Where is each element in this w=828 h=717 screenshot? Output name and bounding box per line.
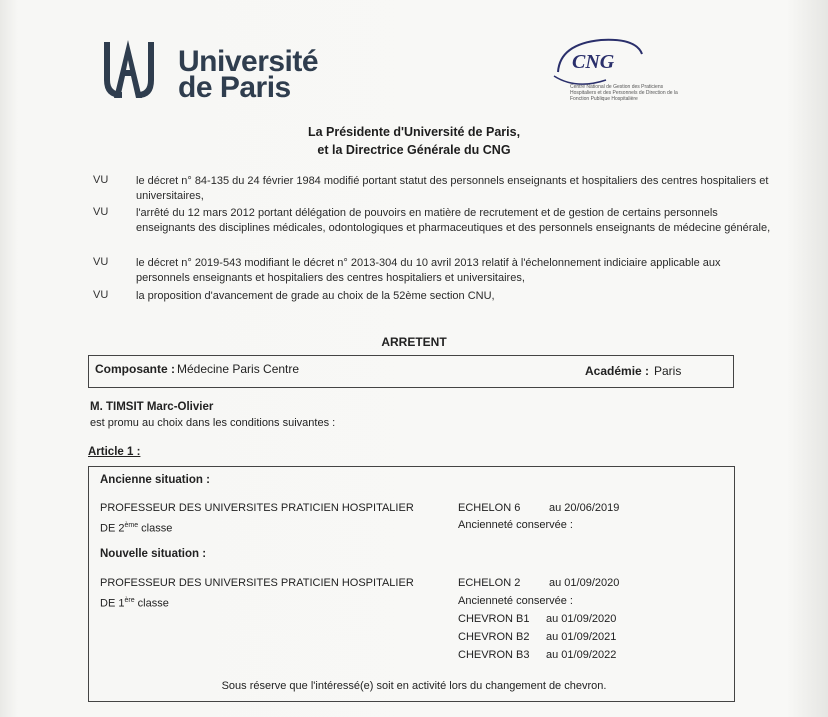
chevron-label: CHEVRON B2 [458, 631, 530, 643]
chevron-label: CHEVRON B3 [458, 649, 530, 661]
composante-value: Médecine Paris Centre [177, 362, 300, 376]
chevron-date: au 01/09/2020 [546, 613, 617, 625]
title-line-1: La Présidente d'Université de Paris, [307, 125, 521, 139]
cng-logo-text: CNG [572, 51, 615, 73]
composante-label: Composante : [95, 362, 176, 376]
chevron-date: au 01/09/2021 [546, 631, 617, 643]
title-line-2: et la Directrice Générale du CNG [317, 143, 511, 157]
ancienne-anciennete: Ancienneté conservée : [458, 519, 573, 531]
ancienne-grade: PROFESSEUR DES UNIVERSITES PRATICIEN HOSPITALIER DE 2ème classe [100, 502, 414, 535]
vu-key: VU [93, 174, 109, 186]
chevron-label: CHEVRON B1 [458, 613, 530, 625]
article-1-heading: Article 1 : [88, 446, 141, 458]
vu-text: le décret n° 2019-543 modifiant le décret n° 2013-304 du 10 avril 2013 relatif à l'échelonnement indiciaire applicable aux personnels enseignants et hospitaliers des centres hospitaliers et universitaires, [136, 257, 721, 284]
cng-subtitle: Centre National de Gestion des Praticiens Hospitaliers et des Personnels de Direction de la Fonction Publique Hospitalière [570, 84, 678, 102]
promu-text: est promu au choix dans les conditions suivantes : [90, 417, 336, 429]
person-name: M. TIMSIT Marc-Olivier [90, 401, 214, 413]
nouvelle-anciennete: Ancienneté conservée : [458, 595, 573, 607]
ancienne-situation-heading: Ancienne situation : [100, 474, 210, 486]
nouvelle-echelon-date: au 01/09/2020 [549, 577, 620, 589]
vu-text: l'arrêté du 12 mars 2012 portant délégation de pouvoirs en matière de recrutement et de gestion de certains personnels enseignants des disciplines médicales, odontologiques et pharmaceutiques et des personnels enseignants de médecine générale, [136, 207, 771, 234]
nouvelle-grade: PROFESSEUR DES UNIVERSITES PRATICIEN HOSPITALIER DE 1ère classe [100, 577, 414, 610]
academie-label: Académie : [585, 364, 650, 378]
nouvelle-echelon: ECHELON 2 [458, 577, 521, 589]
nouvelle-situation-heading: Nouvelle situation : [100, 548, 207, 560]
vu-text: la proposition d'avancement de grade au choix de la 52ème section CNU, [136, 290, 495, 302]
vu-key: VU [93, 206, 109, 218]
reserve-note: Sous réserve que l'intéressé(e) soit en activité lors du changement de chevron. [221, 680, 607, 692]
vu-text: le décret n° 84-135 du 24 février 1984 modifié portant statut des personnels enseignants et hospitaliers des centres hospitaliers et universitaires, [136, 175, 769, 202]
universite-logo-text: Université de Paris [178, 45, 319, 104]
vu-key: VU [93, 256, 109, 268]
arretent-heading: ARRETENT [381, 335, 447, 349]
universite-de-paris-logo [98, 40, 160, 100]
vu-key: VU [93, 289, 109, 301]
academie-value: Paris [654, 364, 682, 378]
chevron-date: au 01/09/2022 [546, 649, 617, 661]
ancienne-echelon: ECHELON 6 [458, 502, 521, 514]
ancienne-echelon-date: au 20/06/2019 [549, 502, 620, 514]
